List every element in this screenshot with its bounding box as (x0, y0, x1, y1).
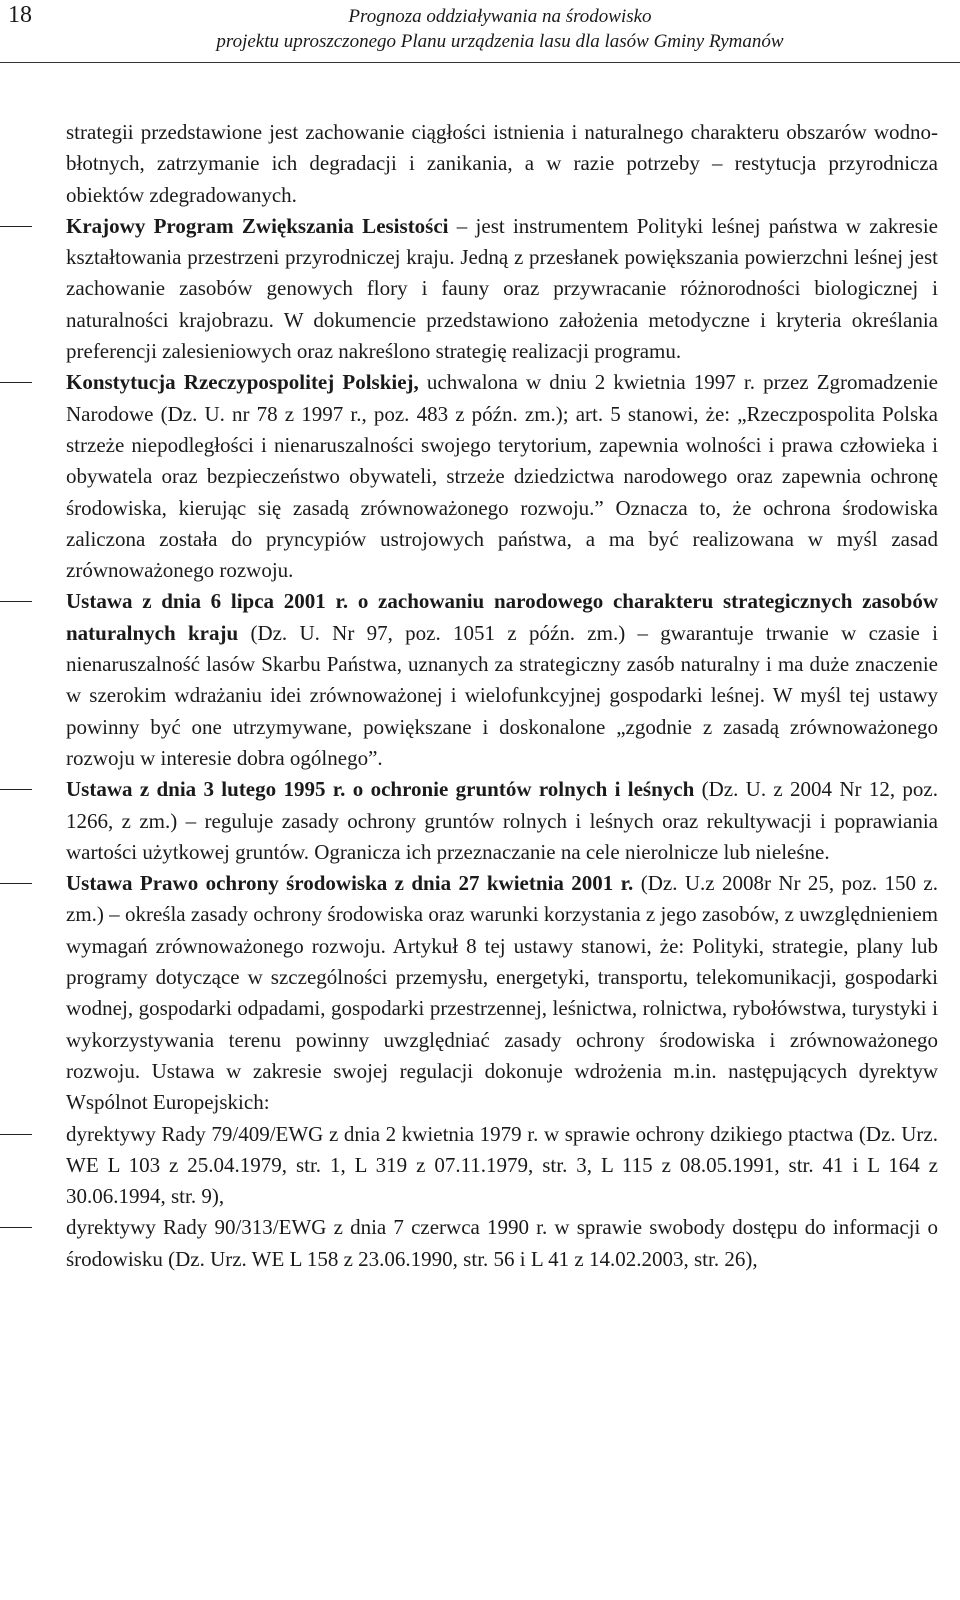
item-text: (Dz. U. Nr 97, poz. 1051 z późn. zm.) – gwarantuje trwanie w czasie i nienaruszalność lasów Skarbu Państwa, uznanych za strategiczny zasób naturalny i ma duże znaczenie w szerokim wdrażaniu idei zrównoważonej i wielofunkcyjnej gospodarki leśnej. W myśl tej ustawy powinny być one utrzymywane, powiększane i doskonalone „zgodnie z zasadą zrównoważonego rozwoju w interesie dobra ogólnego”. (66, 620, 938, 770)
item-text: dyrektywy Rady 79/409/EWG z dnia 2 kwietnia 1979 r. w sprawie ochrony dzikiego ptactwa (Dz. Urz. WE L 103 z 25.04.1979, str. 1, L 319 z 07.11.1979, str. 3, L 115 z 08.05.1991, str. 41 i L 164 z 30.06.1994, str. 9), (66, 1121, 938, 1209)
item-text: uchwalona w dniu 2 kwietnia 1997 r. przez Zgromadzenie Narodowe (Dz. U. nr 78 z 1997 r., poz. 483 z późn. zm.); art. 5 stanowi, że: „Rzeczpospolita Polska strzeże niepodległości i nienaruszalności swojego terytorium, zapewnia wolności i prawa człowieka i obywatela oraz bezpieczeństwo obywateli, strzeże dziedzictwa narodowego oraz zapewnia ochronę środowiska, kierując się zasadą zrównoważonego rozwoju.” Oznacza to, że ochrona środowiska zaliczona została do pryncypiów ustrojowych państwa, a ma być realizowana w myśl zasad zrównoważonego rozwoju. (66, 370, 938, 583)
item-text: – jest instrumentem Polityki leśnej państwa w zakresie kształtowania przestrzeni przyrodniczej kraju. Jedną z przesłanek powiększania powierzchni leśnej jest zachowanie zasobów genowych flory i fauny oraz przywracanie różnorodności biologicznej i naturalności krajobrazu. W dokumencie przedstawiono założenia metodyczne i kryteria określania preferencji zalesieniowych oraz nakreślono strategię realizacji programu. (66, 213, 938, 364)
item-title: Ustawa z dnia 6 lipca 2001 r. o zachowaniu narodowego charakteru strategicznych zasobów naturalnych kraju (66, 589, 938, 645)
list-item-krajowy-program (66, 211, 938, 367)
item-title: Ustawa Prawo ochrony środowiska z dnia 27 kwietnia 2001 r. (66, 871, 634, 896)
page-header (0, 0, 960, 63)
dash-bullet-icon (0, 601, 32, 602)
dash-bullet-icon (0, 883, 32, 884)
dash-bullet-icon (0, 789, 32, 790)
dash-bullet-icon (0, 1134, 32, 1135)
item-title: Krajowy Program Zwiększania Lesistości (66, 213, 449, 238)
running-title-line-1: Prognoza oddziaływania na środowisko (348, 6, 652, 27)
item-text: (Dz. U. z 2004 Nr 12, poz. 1266, z zm.) – reguluje zasady ochrony gruntów rolnych i leśnych oraz rekultywacji i poprawiania wartości użytkowej gruntów. Ogranicza ich przeznaczanie na cele nierolnicze lub nieleśne. (66, 777, 938, 864)
running-title-line-2: projektu uproszczonego Planu urządzenia lasu dla lasów Gminy Rymanów (216, 31, 784, 52)
list-item-ustawa-2001-zasoby (66, 586, 938, 774)
page-number: 18 (8, 2, 32, 28)
list-item-konstytucja (66, 367, 938, 586)
item-title: Ustawa z dnia 3 lutego 1995 r. o ochronie gruntów rolnych i leśnych (66, 777, 695, 802)
document-body (66, 117, 938, 1275)
dash-bullet-icon (0, 1227, 32, 1228)
item-text: dyrektywy Rady 90/313/EWG z dnia 7 czerwca 1990 r. w sprawie swobody dostępu do informacji o środowisku (Dz. Urz. WE L 158 z 23.06.1990, str. 56 i L 41 z 14.02.2003, str. 26), (66, 1215, 938, 1271)
list-item-dyrektywa-79-409 (66, 1119, 938, 1213)
list-item-dyrektywa-90-313 (66, 1212, 938, 1275)
item-title: Konstytucja Rzeczypospolitej Polskiej, (66, 370, 419, 395)
list-item-prawo-ochrony-srodowiska (66, 868, 938, 1118)
list-item-ustawa-1995-grunty (66, 774, 938, 868)
running-title (0, 4, 960, 54)
dash-bullet-icon (0, 382, 32, 383)
dash-bullet-icon (0, 226, 32, 227)
item-text: (Dz. U.z 2008r Nr 25, poz. 150 z. zm.) – określa zasady ochrony środowiska oraz warunki korzystania z jego zasobów, z uwzględnieniem wymagań zrównoważonego rozwoju. Artykuł 8 tej ustawy stanowi, że: Polityki, strategie, plany lub programy dotyczące w szczególności przemysłu, energetyki, transportu, telekomunikacji, gospodarki wodnej, gospodarki odpadami, gospodarki przestrzennej, leśnictwa, rolnictwa, rybołówstwa, turystyki i wykorzystywania terenu powinny uwzględniać zasady ochrony środowiska i zrównoważonego rozwoju. Ustawa w zakresie swojej regulacji dokonuje wdrożenia m.in. następujących dyrektyw Wspólnot Europejskich: (66, 871, 938, 1115)
intro-paragraph: strategii przedstawione jest zachowanie ciągłości istnienia i naturalnego charakteru obszarów wodno-błotnych, zatrzymanie ich degradacji i zanikania, a w razie potrzeby – restytucja przyrodnicza obiektów zdegradowanych. (66, 120, 938, 207)
